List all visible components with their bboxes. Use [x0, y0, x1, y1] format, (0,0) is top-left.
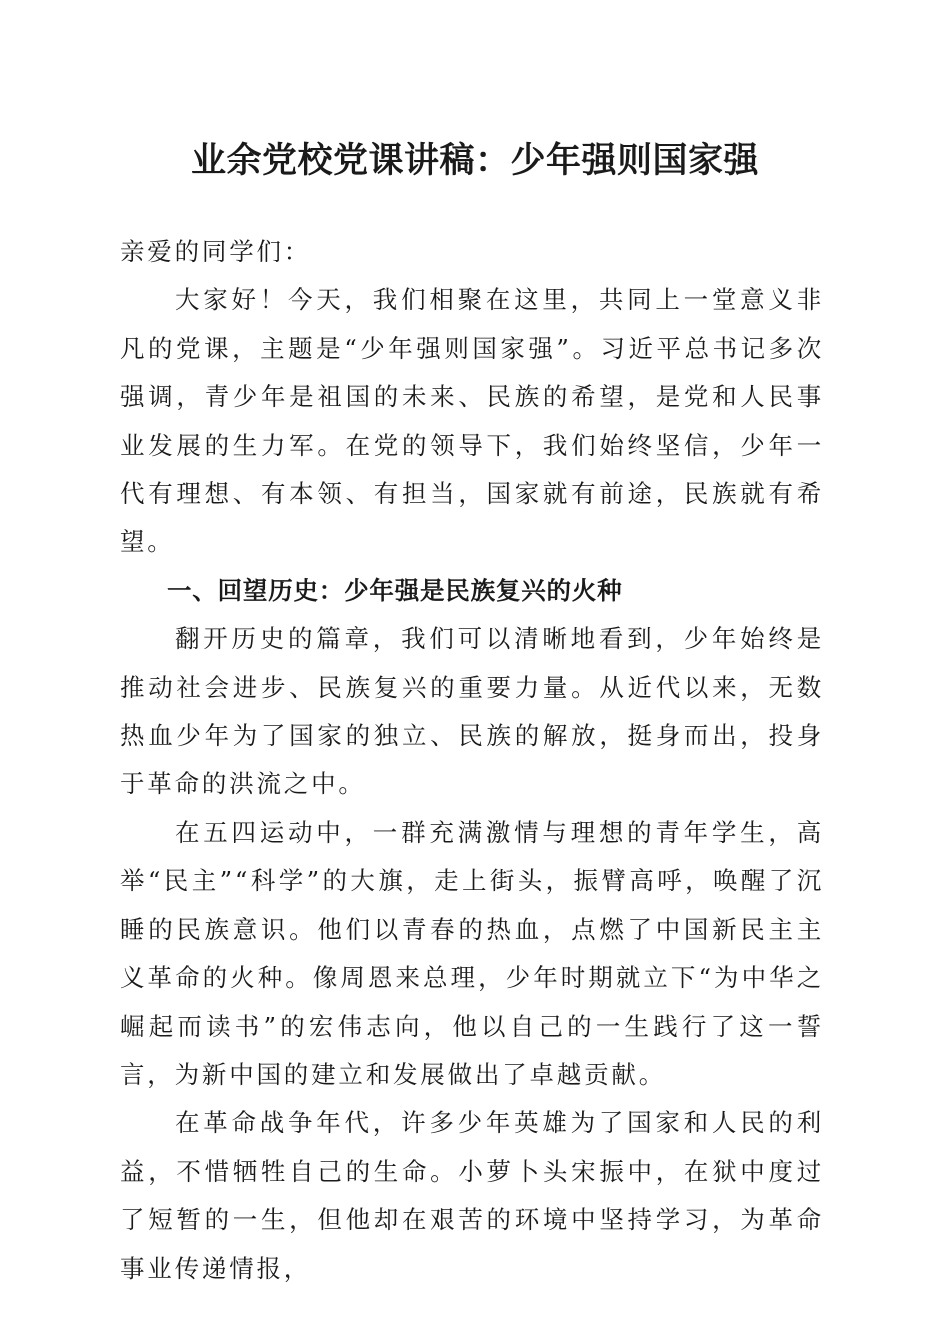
body-paragraph: 在革命战争年代，许多少年英雄为了国家和人民的利益，不惜牺牲自己的生命。小萝卜头宋振中，在狱中度过了短暂的一生，但他却在艰苦的环境中坚持学习，为革命事业传递情报， [120, 1108, 824, 1283]
body-paragraph: 在五四运动中，一群充满激情与理想的青年学生，高举“民主”“科学”的大旗，走上街头，振臂高呼，唤醒了沉睡的民族意识。他们以青春的热血，点燃了中国新民主主义革命的火种。像周恩来总理，少年时期就立下“为中华之崛起而读书”的宏伟志向，他以自己的一生践行了这一誓言，为新中国的建立和发展做出了卓越贡献。 [120, 817, 824, 1089]
salutation: 亲爱的同学们： [120, 237, 312, 266]
document-body [120, 228, 824, 1293]
body-paragraph: 翻开历史的篇章，我们可以清晰地看到，少年始终是推动社会进步、民族复兴的重要力量。从近代以来，无数热血少年为了国家的独立、民族的解放，挺身而出，投身于革命的洪流之中。 [120, 624, 824, 799]
intro-paragraph: 大家好！今天，我们相聚在这里，共同上一堂意义非凡的党课，主题是“少年强则国家强”。习近平总书记多次强调，青少年是祖国的未来、民族的希望，是党和人民事业发展的生力军。在党的领导下，我们始终坚信，少年一代有理想、有本领、有担当，国家就有前途，民族就有希望。 [120, 285, 824, 557]
document-title: 业余党校党课讲稿：少年强则国家强 [190, 141, 759, 181]
section-heading: 一、回望历史：少年强是民族复兴的火种 [167, 575, 623, 605]
